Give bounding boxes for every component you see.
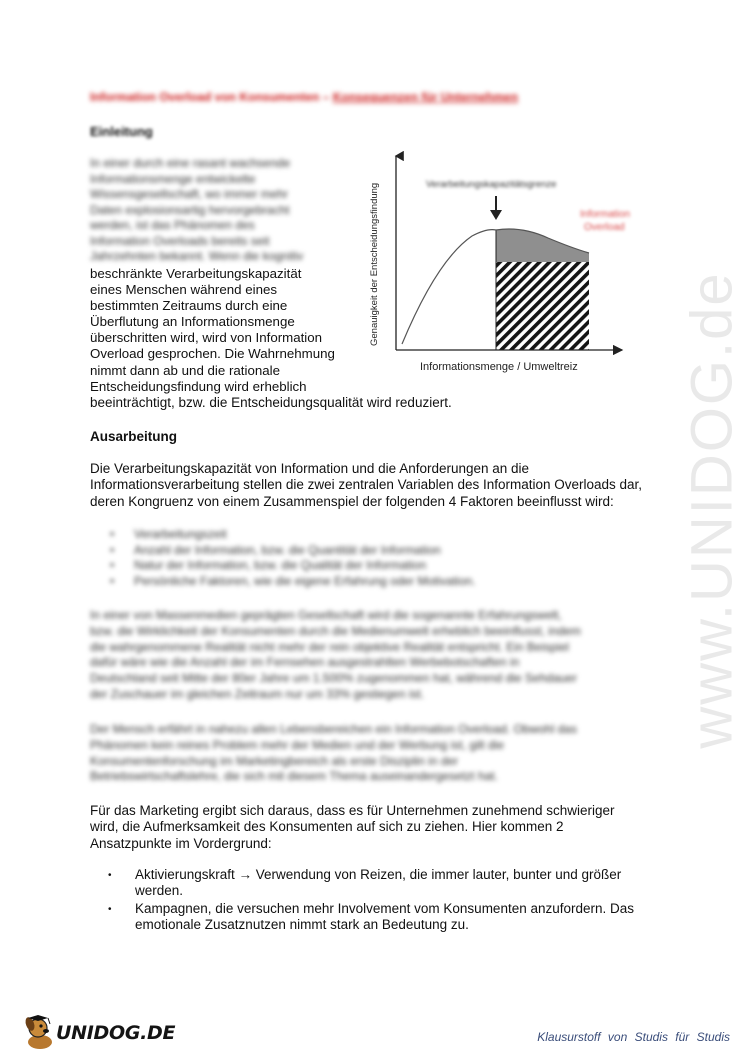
- overload-area: [496, 229, 589, 262]
- peak-label-group: [426, 179, 556, 190]
- text-line: Die Verarbeitungskapazität von Information und die Anforderungen an die: [90, 461, 530, 476]
- list-item: [108, 867, 668, 900]
- intro-blurred-text: [90, 156, 335, 265]
- paragraph-marketing: [90, 803, 670, 852]
- paragraph-media: [90, 608, 660, 703]
- unidog-logo: [22, 1012, 176, 1052]
- text-line: werden, ist das Phänomen des: [90, 218, 255, 232]
- approach-list: [108, 867, 668, 935]
- list-item: [108, 901, 668, 934]
- text-line: Informationsverarbeitung stellen die zwei zentralen Variablen des Information Overloads dar,: [90, 477, 643, 493]
- x-axis-label: Informationsmenge / Umweltreiz: [420, 361, 578, 373]
- intro-text: [90, 266, 380, 395]
- text-line: eines Menschen während eines: [90, 282, 278, 298]
- watermark: www.UNIDOG.de: [679, 271, 745, 749]
- document-title: [90, 90, 650, 104]
- text-line: Informationsmenge entwickelte: [90, 171, 256, 186]
- text-line: Jahrzehnten bekannt. Wenn die kognitiv: [90, 249, 304, 263]
- text-line: Phänomen kein reines Problem mehr der Medien und der Werbung ist, gilt die: [90, 737, 504, 752]
- text-line: Der Mensch erfährt in nahezu allen Lebensbereichen ein Information Overload. Obwohl das: [90, 722, 577, 736]
- footer-slogan: Klausurstoff von Studis für Studis: [537, 1030, 730, 1044]
- peak-label: Verarbeitungskapazitätsgrenze: [426, 179, 557, 190]
- text-line: dafür wäre wie die Anzahl der im Fernsehen ausgestrahlten Werbebotschaften in: [90, 655, 520, 670]
- text-line: wird, die Aufmerksamkeit des Konsumenten auf sich zu ziehen. Hier kommen 2: [90, 819, 564, 835]
- text-line: Daten explosionsartig hervorgebracht: [90, 202, 290, 217]
- y-axis-label: Genauigkeit der Entscheidungsfindung: [369, 182, 380, 346]
- text-line: In einer durch eine rasant wachsende: [90, 156, 291, 170]
- text-line: Wissensgesellschaft, wo immer mehr: [90, 187, 289, 201]
- text-line: werden.: [135, 883, 184, 899]
- paragraph-phenomenon: [90, 722, 660, 785]
- text-line: In einer von Massenmedien geprägten Gesellschaft wird die sogenannte Erfahrungswelt,: [90, 608, 562, 622]
- text-line: bestimmten Zeitraums durch eine: [90, 298, 288, 314]
- list-item: • Verarbeitungszeit: [110, 527, 550, 543]
- hatched-area: [496, 262, 589, 350]
- title-part-2: Konsequenzen für Unternehmen: [332, 90, 519, 104]
- text-line: Overload gesprochen. Die Wahrnehmung: [90, 346, 335, 362]
- title-part-1: Information Overload von Konsumenten –: [90, 90, 333, 104]
- factors-list: [110, 527, 550, 589]
- text-line: überschritten wird, wird von Information: [90, 330, 323, 346]
- text-line: Entscheidungsfindung wird erheblich: [90, 378, 307, 394]
- text-line: die wahrgenommene Realität nicht mehr der rein objektive Realität entspricht. Ein Beispiel: [90, 639, 569, 654]
- text-line: Betriebswirtschaftslehre, die sich mit diesem Thema auseinandergesetzt hat.: [90, 769, 498, 784]
- overload-label-line-2: Overload: [584, 222, 625, 233]
- text-line: emotionale Zusatznutzen nimmt stark an Bedeutung zu.: [135, 917, 469, 933]
- text-line: Für das Marketing ergibt sich daraus, dass es für Unternehmen zunehmend schwieriger: [90, 803, 615, 818]
- text-line: beschränkte Verarbeitungskapazität: [90, 266, 302, 281]
- logo-text: UNIDOG.DE: [56, 1022, 176, 1044]
- intro-last-line: beeinträchtigt, bzw. die Entscheidungsqualität wird reduziert.: [90, 395, 452, 410]
- list-item: • Anzahl der Information, bzw. die Quantität der Information: [110, 543, 550, 559]
- text-line: • Aktivierungskraft → Verwendung von Reizen, die immer lauter, bunter und größer: [135, 867, 622, 882]
- heading-ausarbeitung: Ausarbeitung: [90, 429, 178, 444]
- peak-arrow-head: [490, 210, 502, 220]
- text-line: Deutschland seit Mitte der 80er Jahre um 1.500% zugenommen hat, während die Sehdauer: [90, 671, 577, 686]
- text-line: nimmt dann ab und die rationale: [90, 362, 280, 378]
- list-item: • Persönliche Faktoren, wie die eigene Erfahrung oder Motivation.: [110, 574, 550, 590]
- paragraph-variables: [90, 461, 670, 510]
- text-line: Konsumentenforschung im Marketingbereich als erste Disziplin in der: [90, 753, 459, 768]
- text-line: bzw. die Wirklichkeit der Konsumenten durch die Medienumwelt erheblich beeinflusst, indem: [90, 623, 581, 638]
- information-overload-figure: [362, 150, 658, 380]
- heading-introduction: Einleitung: [90, 124, 153, 139]
- list-item: • Natur der Information, bzw. die Qualität der Information: [110, 558, 550, 574]
- text-line: • Kampagnen, die versuchen mehr Involvement vom Konsumenten anzufordern. Das: [135, 900, 635, 916]
- overload-label-line-1: Information: [580, 209, 631, 220]
- text-line: Ansatzpunkte im Vordergrund:: [90, 835, 272, 851]
- text-line: Information Overloads bereits seit: [90, 233, 270, 248]
- text-line: deren Kongruenz von einem Zusammenspiel der folgenden 4 Faktoren beeinflusst wird:: [90, 493, 614, 509]
- text-line: Überflutung an Informationsmenge: [90, 314, 295, 330]
- overload-label-group: [580, 209, 630, 233]
- text-line: der Zuschauer im gleichen Zeitraum nur um 33% gestiegen ist.: [90, 686, 425, 701]
